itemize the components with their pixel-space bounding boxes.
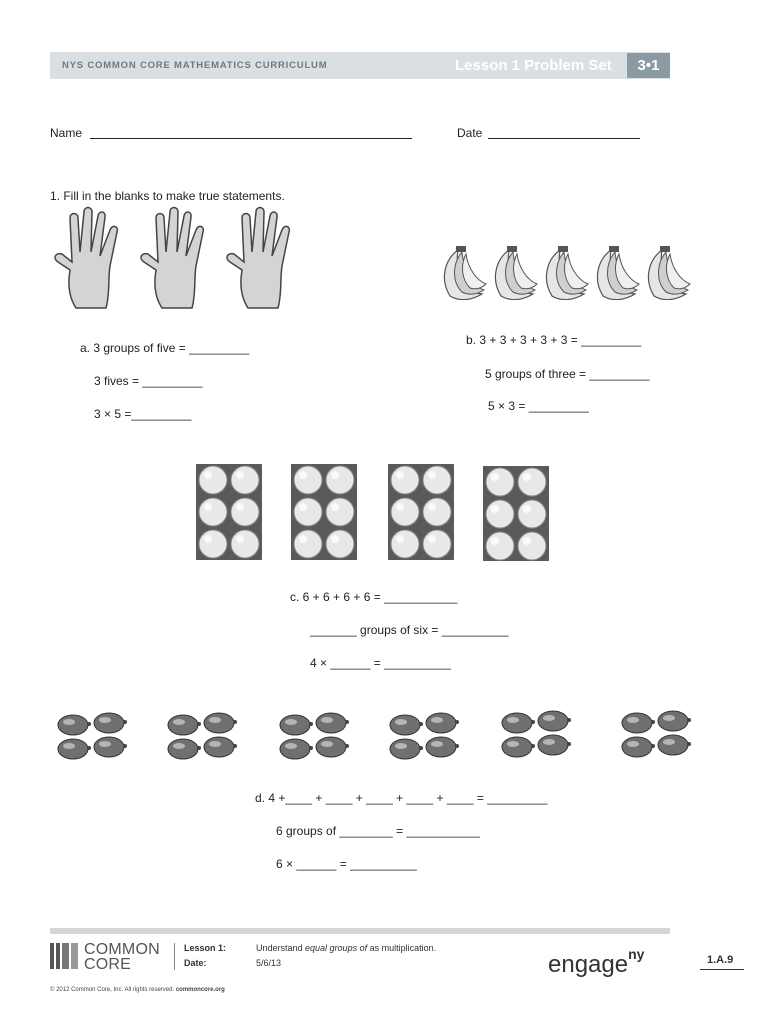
lemon-group-icon	[390, 713, 459, 759]
hand-icon	[55, 208, 117, 309]
curriculum-title: NYS COMMON CORE MATHEMATICS CURRICULUM	[62, 60, 328, 71]
copyright-link[interactable]: commoncore.org	[175, 987, 225, 993]
egg-carton-icon	[483, 466, 549, 561]
egg-carton-icon	[196, 464, 262, 560]
name-label: Name	[50, 126, 83, 140]
lemon-group-icon	[168, 713, 237, 759]
hand-icon	[141, 208, 203, 309]
part-d-line-2: 6 groups of ________ = ___________	[276, 824, 480, 838]
part-c-line-2: _______ groups of six = __________	[310, 623, 509, 637]
part-d-line-3: 6 × ______ = __________	[276, 857, 417, 871]
name-field[interactable]	[90, 138, 412, 139]
part-b-line-3: 5 × 3 = _________	[488, 399, 589, 413]
lesson-title: Lesson 1 Problem Set	[455, 57, 612, 74]
part-a-line-2: 3 fives = _________	[94, 374, 203, 388]
banana-bunch-icon-row	[436, 244, 692, 300]
egg-carton-icon	[291, 464, 357, 560]
lemon-group-icon-row	[56, 710, 696, 762]
lemon-group-icon	[280, 713, 349, 759]
date-field[interactable]	[488, 138, 640, 139]
date-label: Date	[457, 126, 483, 140]
footer-date-label: Date:	[184, 958, 207, 968]
brand-line-2: CORE	[84, 956, 132, 973]
banana-bunch-icon	[648, 246, 690, 300]
banana-bunch-icon	[597, 246, 639, 300]
egg-carton-icon	[388, 464, 454, 560]
page-id: 1.A.9	[707, 954, 734, 966]
part-b-line-2: 5 groups of three = _________	[485, 367, 650, 381]
banana-bunch-icon	[444, 246, 486, 300]
banana-bunch-icon	[495, 246, 537, 300]
footer-divider	[174, 943, 175, 970]
copyright: © 2012 Common Core, Inc. All rights reserved. commoncore.org	[50, 987, 225, 993]
problem-instruction: 1. Fill in the blanks to make true statements.	[50, 189, 285, 203]
page-id-underline	[700, 969, 744, 970]
egg-carton-icon-row	[196, 463, 552, 561]
part-a-line-3: 3 × 5 =_________	[94, 407, 192, 421]
lemon-group-icon	[58, 713, 127, 759]
footer-lesson-label: Lesson 1:	[184, 943, 227, 953]
part-c-line-3: 4 × ______ = __________	[310, 656, 451, 670]
part-d-line-1: d. 4 +____ + ____ + ____ + ____ + ____ = _________	[255, 791, 548, 805]
brand-line-1: COMMON	[84, 941, 160, 958]
module-badge: 3•1	[627, 53, 670, 78]
hand-icon	[227, 208, 289, 309]
footer-lesson-value: Understand equal groups of as multiplication.	[256, 943, 437, 953]
footer-date-value: 5/6/13	[256, 958, 282, 968]
footer-rule	[50, 928, 670, 934]
lemon-group-icon	[502, 711, 571, 757]
part-c-line-1: c. 6 + 6 + 6 + 6 = ___________	[290, 590, 458, 604]
part-a-line-1: a. 3 groups of five = _________	[80, 341, 250, 355]
engage-ny-logo: engage$^{ny}$	[548, 946, 645, 978]
hand-icon-row	[50, 204, 310, 310]
common-core-logo-icon	[50, 943, 78, 969]
lemon-group-icon	[622, 711, 691, 757]
part-b-line-1: b. 3 + 3 + 3 + 3 + 3 = _________	[466, 333, 642, 347]
banana-bunch-icon	[546, 246, 588, 300]
